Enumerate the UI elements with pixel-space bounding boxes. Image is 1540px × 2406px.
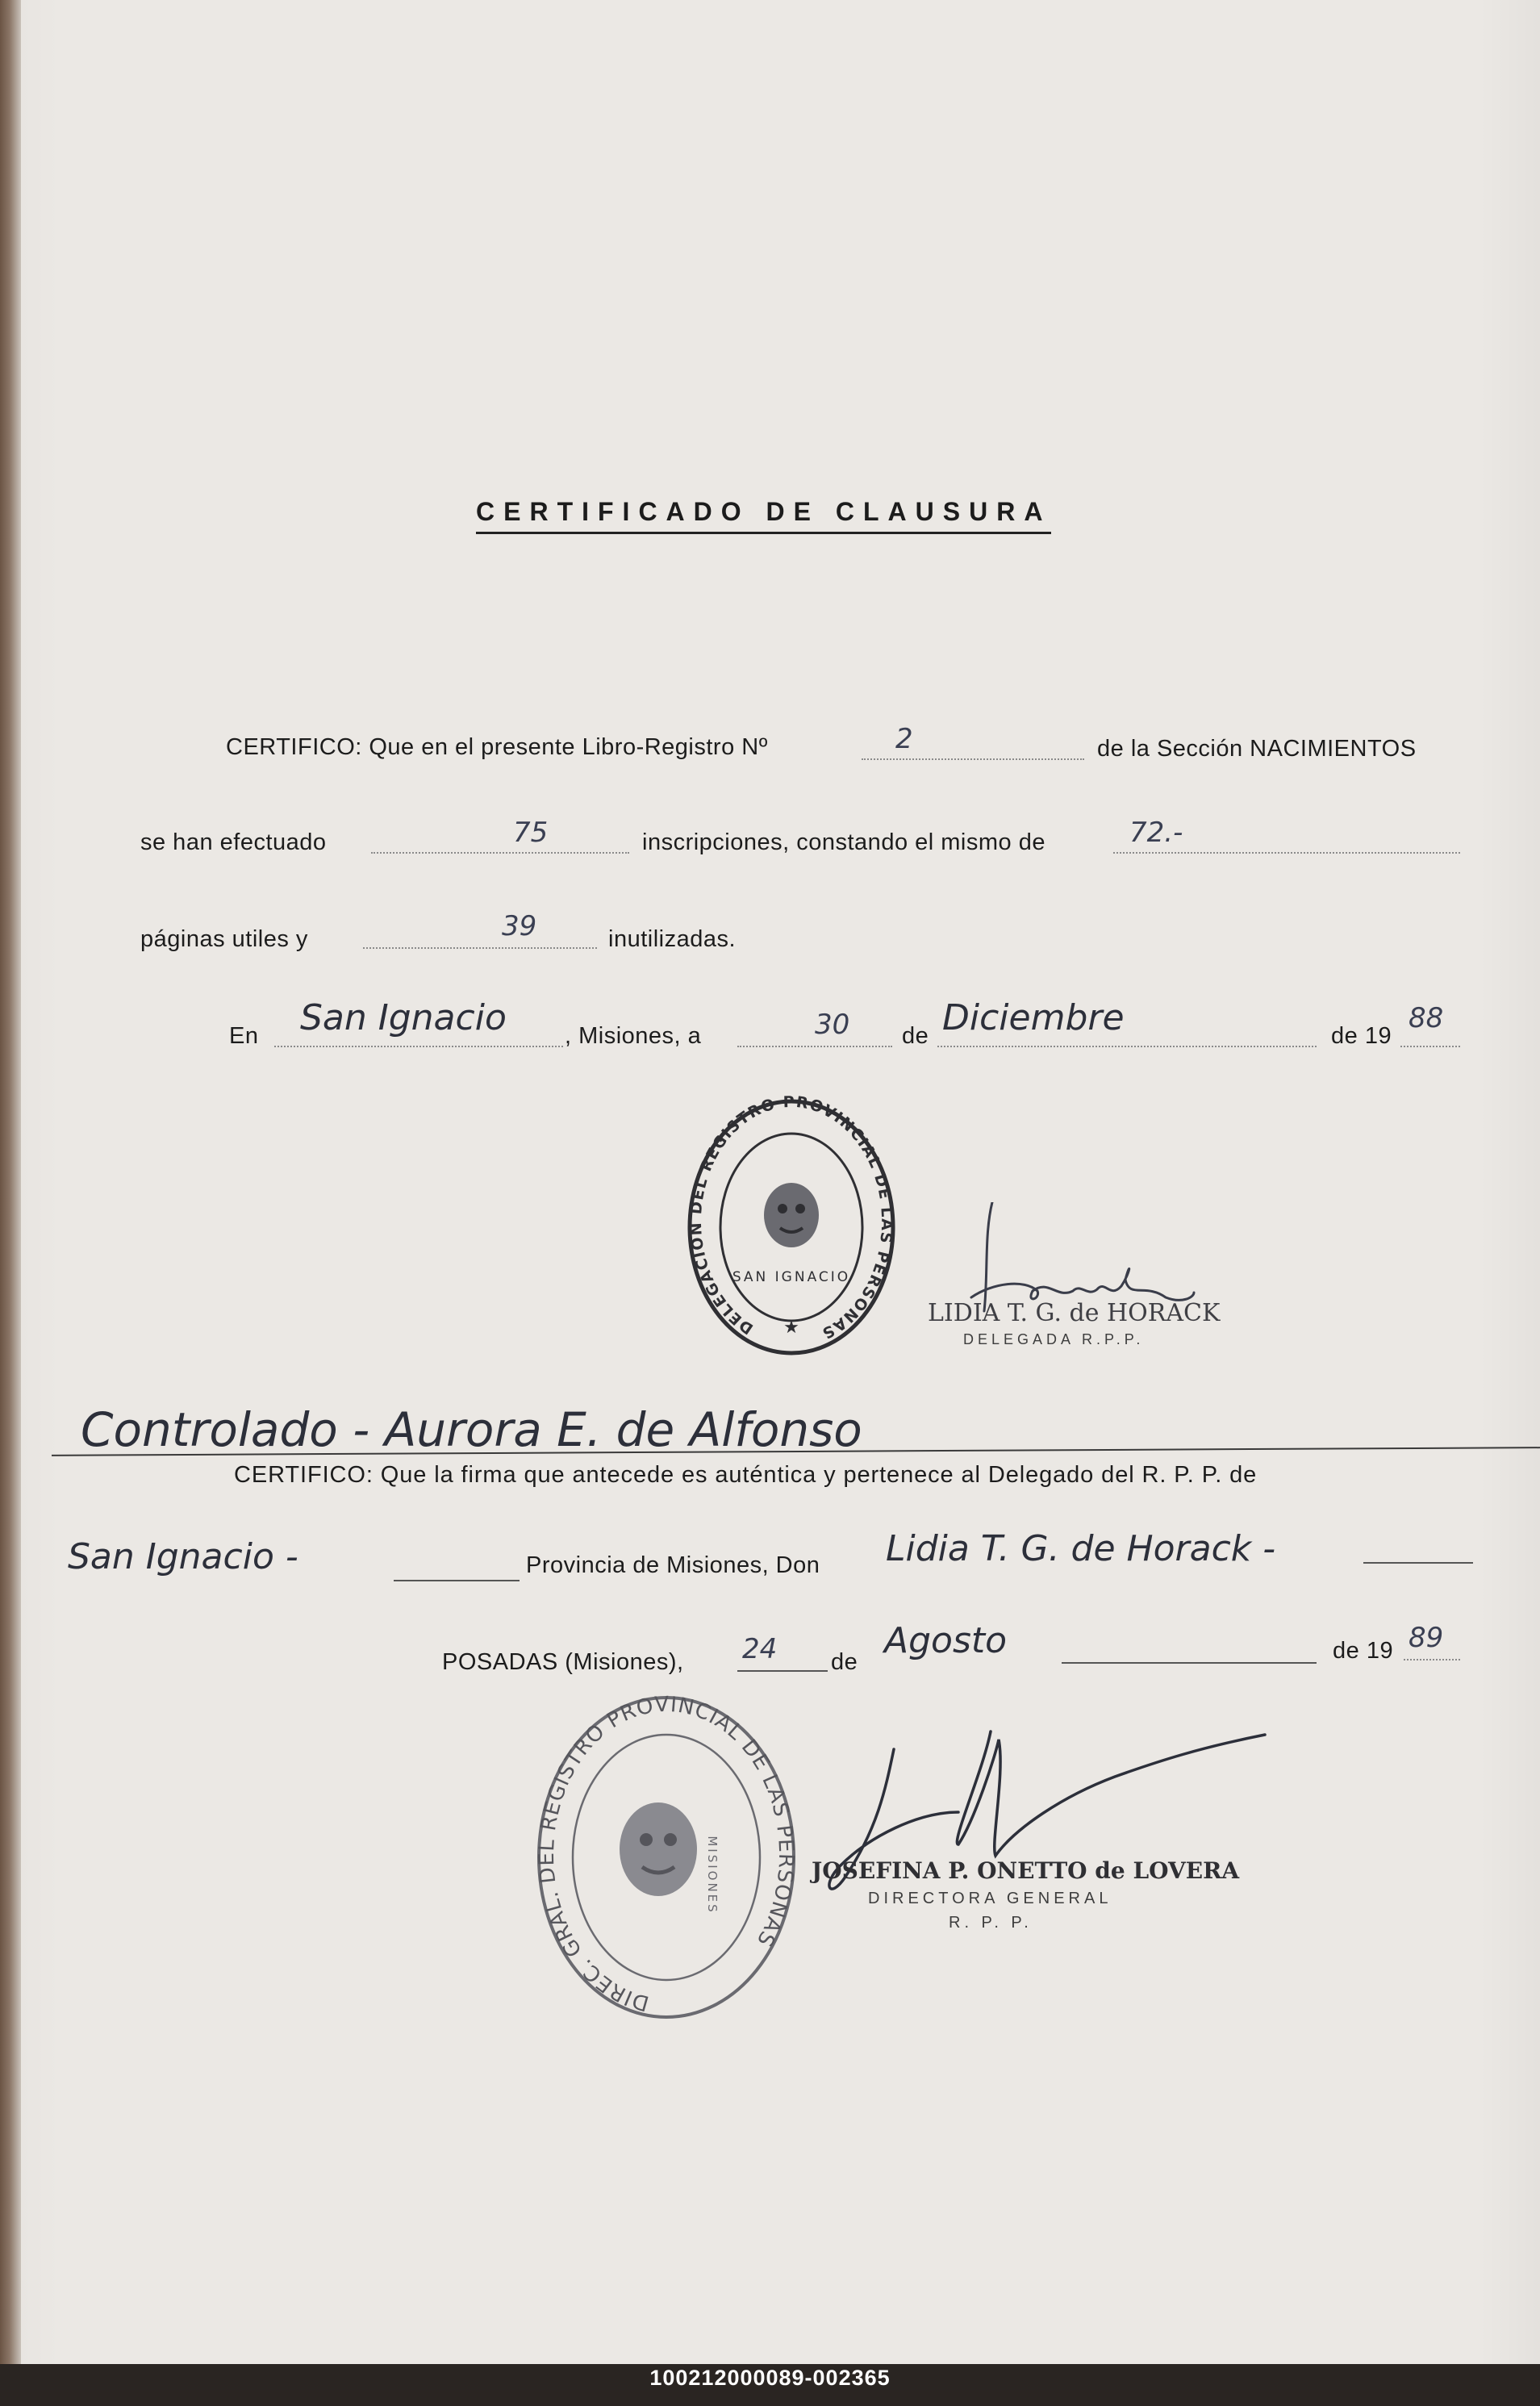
cert2-day-line <box>737 1670 828 1672</box>
cert2-day-value: 24 <box>742 1633 778 1665</box>
libro-numero-value: 2 <box>895 723 913 755</box>
cert2-name-line <box>1363 1562 1473 1564</box>
day-field-line <box>737 1046 892 1047</box>
inutilizadas-field-line <box>363 947 597 949</box>
cert2-month-line <box>1062 1662 1317 1664</box>
signatory2-title: DIRECTORA GENERAL <box>868 1890 1112 1907</box>
cert2-place-line <box>394 1580 520 1581</box>
cert2-line2-middle: Provincia de Misiones, Don <box>526 1552 820 1578</box>
signatory1-title: DELEGADA R.P.P. <box>963 1331 1145 1347</box>
signatory2-subtitle: R. P. P. <box>949 1914 1033 1932</box>
cert1-line1-suffix: de la Sección NACIMIENTOS <box>1097 736 1417 762</box>
cert1-line2-middle: inscripciones, constando el mismo de <box>642 829 1045 855</box>
seal2-inner-text: MISIONES <box>705 1836 720 1915</box>
day-value: 30 <box>815 1009 850 1041</box>
inutilizadas-value: 39 <box>502 910 537 942</box>
cert1-date-prefix: En <box>229 1023 259 1049</box>
cert1-line1-prefix: CERTIFICO: Que en el presente Libro-Registro Nº <box>226 734 768 760</box>
paginas-total-field-line <box>1113 852 1460 854</box>
seal2-ring-text: DIREC. GRAL. DEL REGISTRO PROVINCIAL DE LAS PERSONAS <box>534 1692 799 2015</box>
cert1-date-de: de <box>902 1023 929 1049</box>
cert2-year-prefix: de 19 <box>1333 1638 1394 1664</box>
signatory1-name: LIDIA T. G. de HORACK <box>928 1299 1221 1327</box>
cert2-date-de: de <box>831 1649 858 1675</box>
cert1-date-misiones: , Misiones, a <box>565 1023 702 1049</box>
cert2-month-value: Agosto <box>884 1620 1008 1661</box>
libro-numero-field-line <box>862 758 1084 760</box>
cert2-year-value: 89 <box>1409 1622 1444 1654</box>
seal1-ring-text: DELEGACION DEL REGISTRO PROVINCIAL DE LAS PERSONAS <box>687 1094 896 1343</box>
cert1-line2-prefix: se han efectuado <box>140 829 327 855</box>
signatory2-name: JOSEFINA P. ONETTO de LOVERA <box>812 1857 1240 1884</box>
inscripciones-field-line <box>371 852 629 854</box>
cert1-year-prefix: de 19 <box>1331 1023 1392 1049</box>
delegacion-rubber-stamp-seal <box>682 1094 900 1360</box>
scan-identifier: 100212000089-002365 <box>649 2366 891 2390</box>
place-field-line <box>274 1046 563 1047</box>
year-value: 88 <box>1409 1002 1444 1034</box>
cert1-line3-suffix: inutilizadas. <box>608 926 737 952</box>
month-field-line <box>937 1046 1317 1047</box>
paginas-total-value: 72.- <box>1129 817 1183 849</box>
seal1-inner-text: SAN IGNACIO <box>732 1269 851 1285</box>
inscripciones-value: 75 <box>513 817 549 849</box>
cert2-delegate-name: Lidia T. G. de Horack - <box>886 1528 1276 1569</box>
document-title: CERTIFICADO DE CLAUSURA <box>476 497 1051 534</box>
svg-text:★: ★ <box>783 1317 799 1337</box>
controlado-handwritten-note: Controlado - Aurora E. de Alfonso <box>81 1402 862 1457</box>
month-value: Diciembre <box>942 997 1125 1038</box>
cert2-line1: CERTIFICO: Que la firma que antecede es auténtica y pertenece al Delegado del R. P. P. de <box>234 1462 1258 1488</box>
book-binding-edge <box>0 0 21 2364</box>
cert1-line3-prefix: páginas utiles y <box>140 926 308 952</box>
year-field-line <box>1400 1046 1460 1047</box>
cert2-date-prefix: POSADAS (Misiones), <box>442 1649 684 1675</box>
cert2-year-line <box>1404 1659 1460 1660</box>
place-value: San Ignacio <box>300 997 507 1038</box>
cert2-place-value: San Ignacio - <box>68 1536 298 1577</box>
direccion-general-rubber-stamp-seal <box>529 1688 803 2027</box>
